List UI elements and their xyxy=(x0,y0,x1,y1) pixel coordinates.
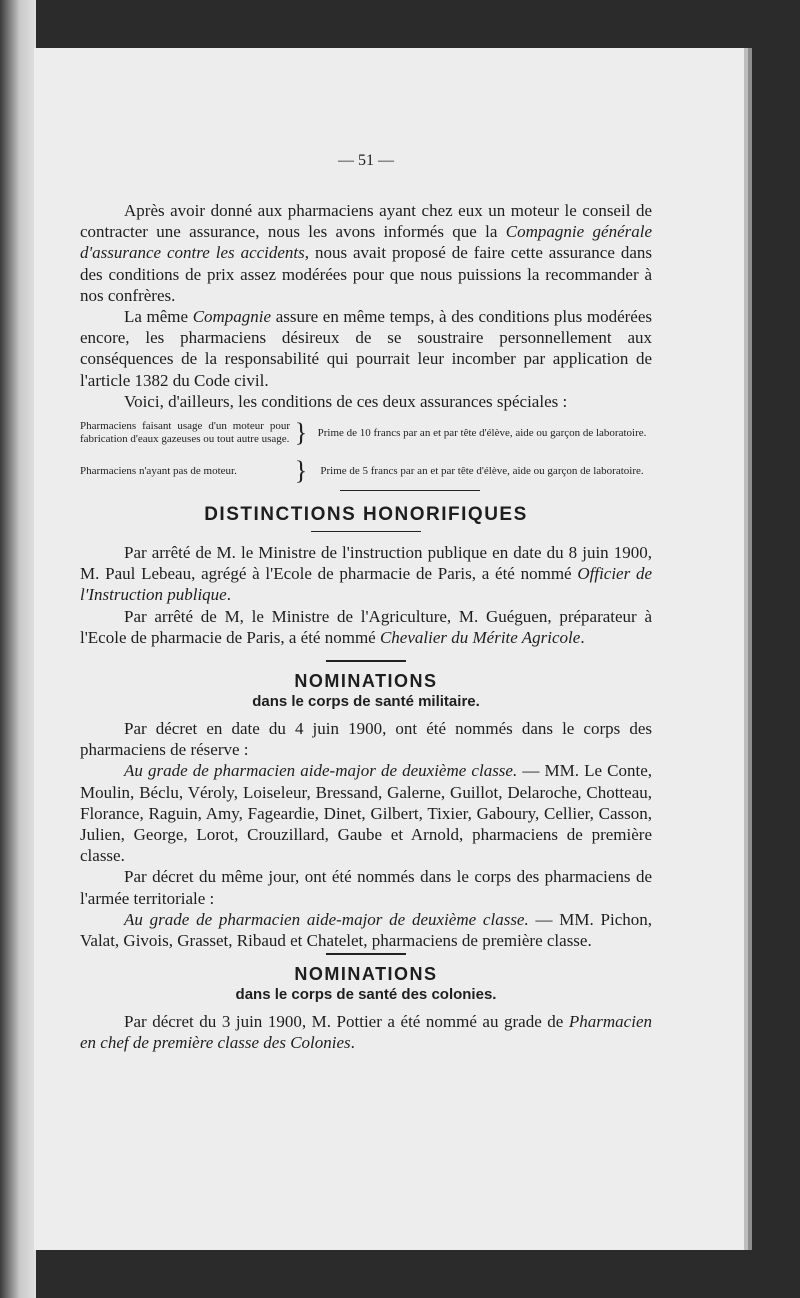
book-spine xyxy=(0,0,36,1298)
militaire-paragraph-3: Par décret du même jour, ont été nommés dans le corps des pharmaciens de l'armée territoriale : xyxy=(80,867,652,908)
names-list: — MM. Le Conte, Moulin, Béclu, Véroly, Loiseleur, Bressand, Galerne, Guillot, Delaroche, Chotteau, Florance, Raguin, Amy, Fageardie, Dinet, Gilbert, Tixier, Gaboury, Cellier, Casson, Julien, George, Lorot, Crouzillard, Gaube et Arnold, pharmaciens de première classe. xyxy=(80,761,652,866)
militaire-paragraph-2 xyxy=(80,760,652,866)
condition-who: Pharmaciens faisant usage d'un moteur pour fabrication d'eaux gazeuses ou tout autre usage. xyxy=(80,420,290,446)
text: , nous avait proposé de faire cette assurance dans des conditions de prix assez modérées pour que nous puissions la recommander à nos confrères. xyxy=(80,243,652,305)
honor-title: Chevalier du Mérite Agricole xyxy=(379,627,581,647)
conditions-table xyxy=(80,418,652,491)
text: Par arrêté de M, le Ministre de l'Agriculture, M. Guéguen, préparateur à l'Ecole de pharmacie de Paris, a été nommé xyxy=(80,606,652,647)
company-name: Compagnie générale d'assurance contre les accidents xyxy=(80,222,652,263)
condition-who: Pharmaciens n'ayant pas de moteur. xyxy=(80,464,237,477)
text: La même xyxy=(124,307,193,327)
divider xyxy=(326,660,406,662)
distinctions-heading: DISTINCTIONS HONORIFIQUES xyxy=(204,504,528,526)
intro-paragraph-2 xyxy=(80,306,652,391)
nominations-militaire-heading: NOMINATIONS xyxy=(294,671,438,692)
militaire-paragraph-1: Par décret en date du 4 juin 1900, ont été nommés dans le corps des pharmaciens de réserve : xyxy=(80,719,652,760)
text: Après avoir donné aux pharmaciens ayant chez eux un moteur le conseil de contracter une assurance, nous les avons informés que la xyxy=(80,201,652,242)
names-list: — MM. Pichon, Valat, Givois, Grasset, Ribaud et Chatelet, pharmaciens de première classe. xyxy=(80,909,652,951)
distinctions-paragraph-1 xyxy=(80,542,652,606)
condition-prime: Prime de 10 francs par an et par tête d'élève, aide ou garçon de laboratoire. xyxy=(317,426,647,439)
honor-title: Officier de l'Instruction publique xyxy=(80,564,653,605)
intro-paragraph-3: Voici, d'ailleurs, les conditions de ces deux assurances spéciales : xyxy=(124,391,568,411)
divider xyxy=(326,953,406,955)
condition-row xyxy=(80,418,652,448)
colonies-paragraph-1 xyxy=(80,1011,652,1053)
condition-prime: Prime de 5 francs par an et par tête d'élève, aide ou garçon de laboratoire. xyxy=(320,464,644,477)
divider xyxy=(311,531,421,532)
text: . xyxy=(350,1033,355,1053)
brace: } xyxy=(294,418,308,448)
text: Par arrêté de M. le Ministre de l'instruction publique en date du 8 juin 1900, M. Paul Lebeau, agrégé à l'Ecole de pharmacie de Paris, a été nommé xyxy=(80,543,652,584)
grade-title: Au grade de pharmacien aide-major de deuxième classe. xyxy=(124,909,529,929)
nominations-militaire-subheading: dans le corps de santé militaire. xyxy=(252,693,480,711)
text: . xyxy=(580,627,585,647)
intro-paragraph-1 xyxy=(80,200,652,306)
page-number: — 51 — xyxy=(338,152,394,169)
text: . xyxy=(226,585,231,605)
nominations-colonies-heading: NOMINATIONS xyxy=(294,964,438,985)
grade-title: Au grade de pharmacien aide-major de deuxième classe. xyxy=(124,761,518,781)
company-name: Compagnie xyxy=(192,307,272,327)
grade-title: Pharmacien en chef de première classe des Colonies xyxy=(80,1012,652,1053)
brace: } xyxy=(294,456,308,486)
condition-row xyxy=(80,456,652,486)
book-page xyxy=(34,48,744,1250)
page-content xyxy=(80,152,653,1054)
text: Par décret du 3 juin 1900, M. Pottier a été nommé au grade de xyxy=(124,1012,569,1032)
distinctions-paragraph-2 xyxy=(80,606,652,648)
text: assure en même temps, à des conditions plus modérées encore, les pharmaciens désireux de se soustraire personnellement aux conséquences de la responsabilité qui pourrait leur incomber par application de l'article 1382 du Code civil. xyxy=(80,307,652,390)
nominations-colonies-subheading: dans le corps de santé des colonies. xyxy=(235,986,497,1004)
militaire-paragraph-4 xyxy=(80,909,652,951)
